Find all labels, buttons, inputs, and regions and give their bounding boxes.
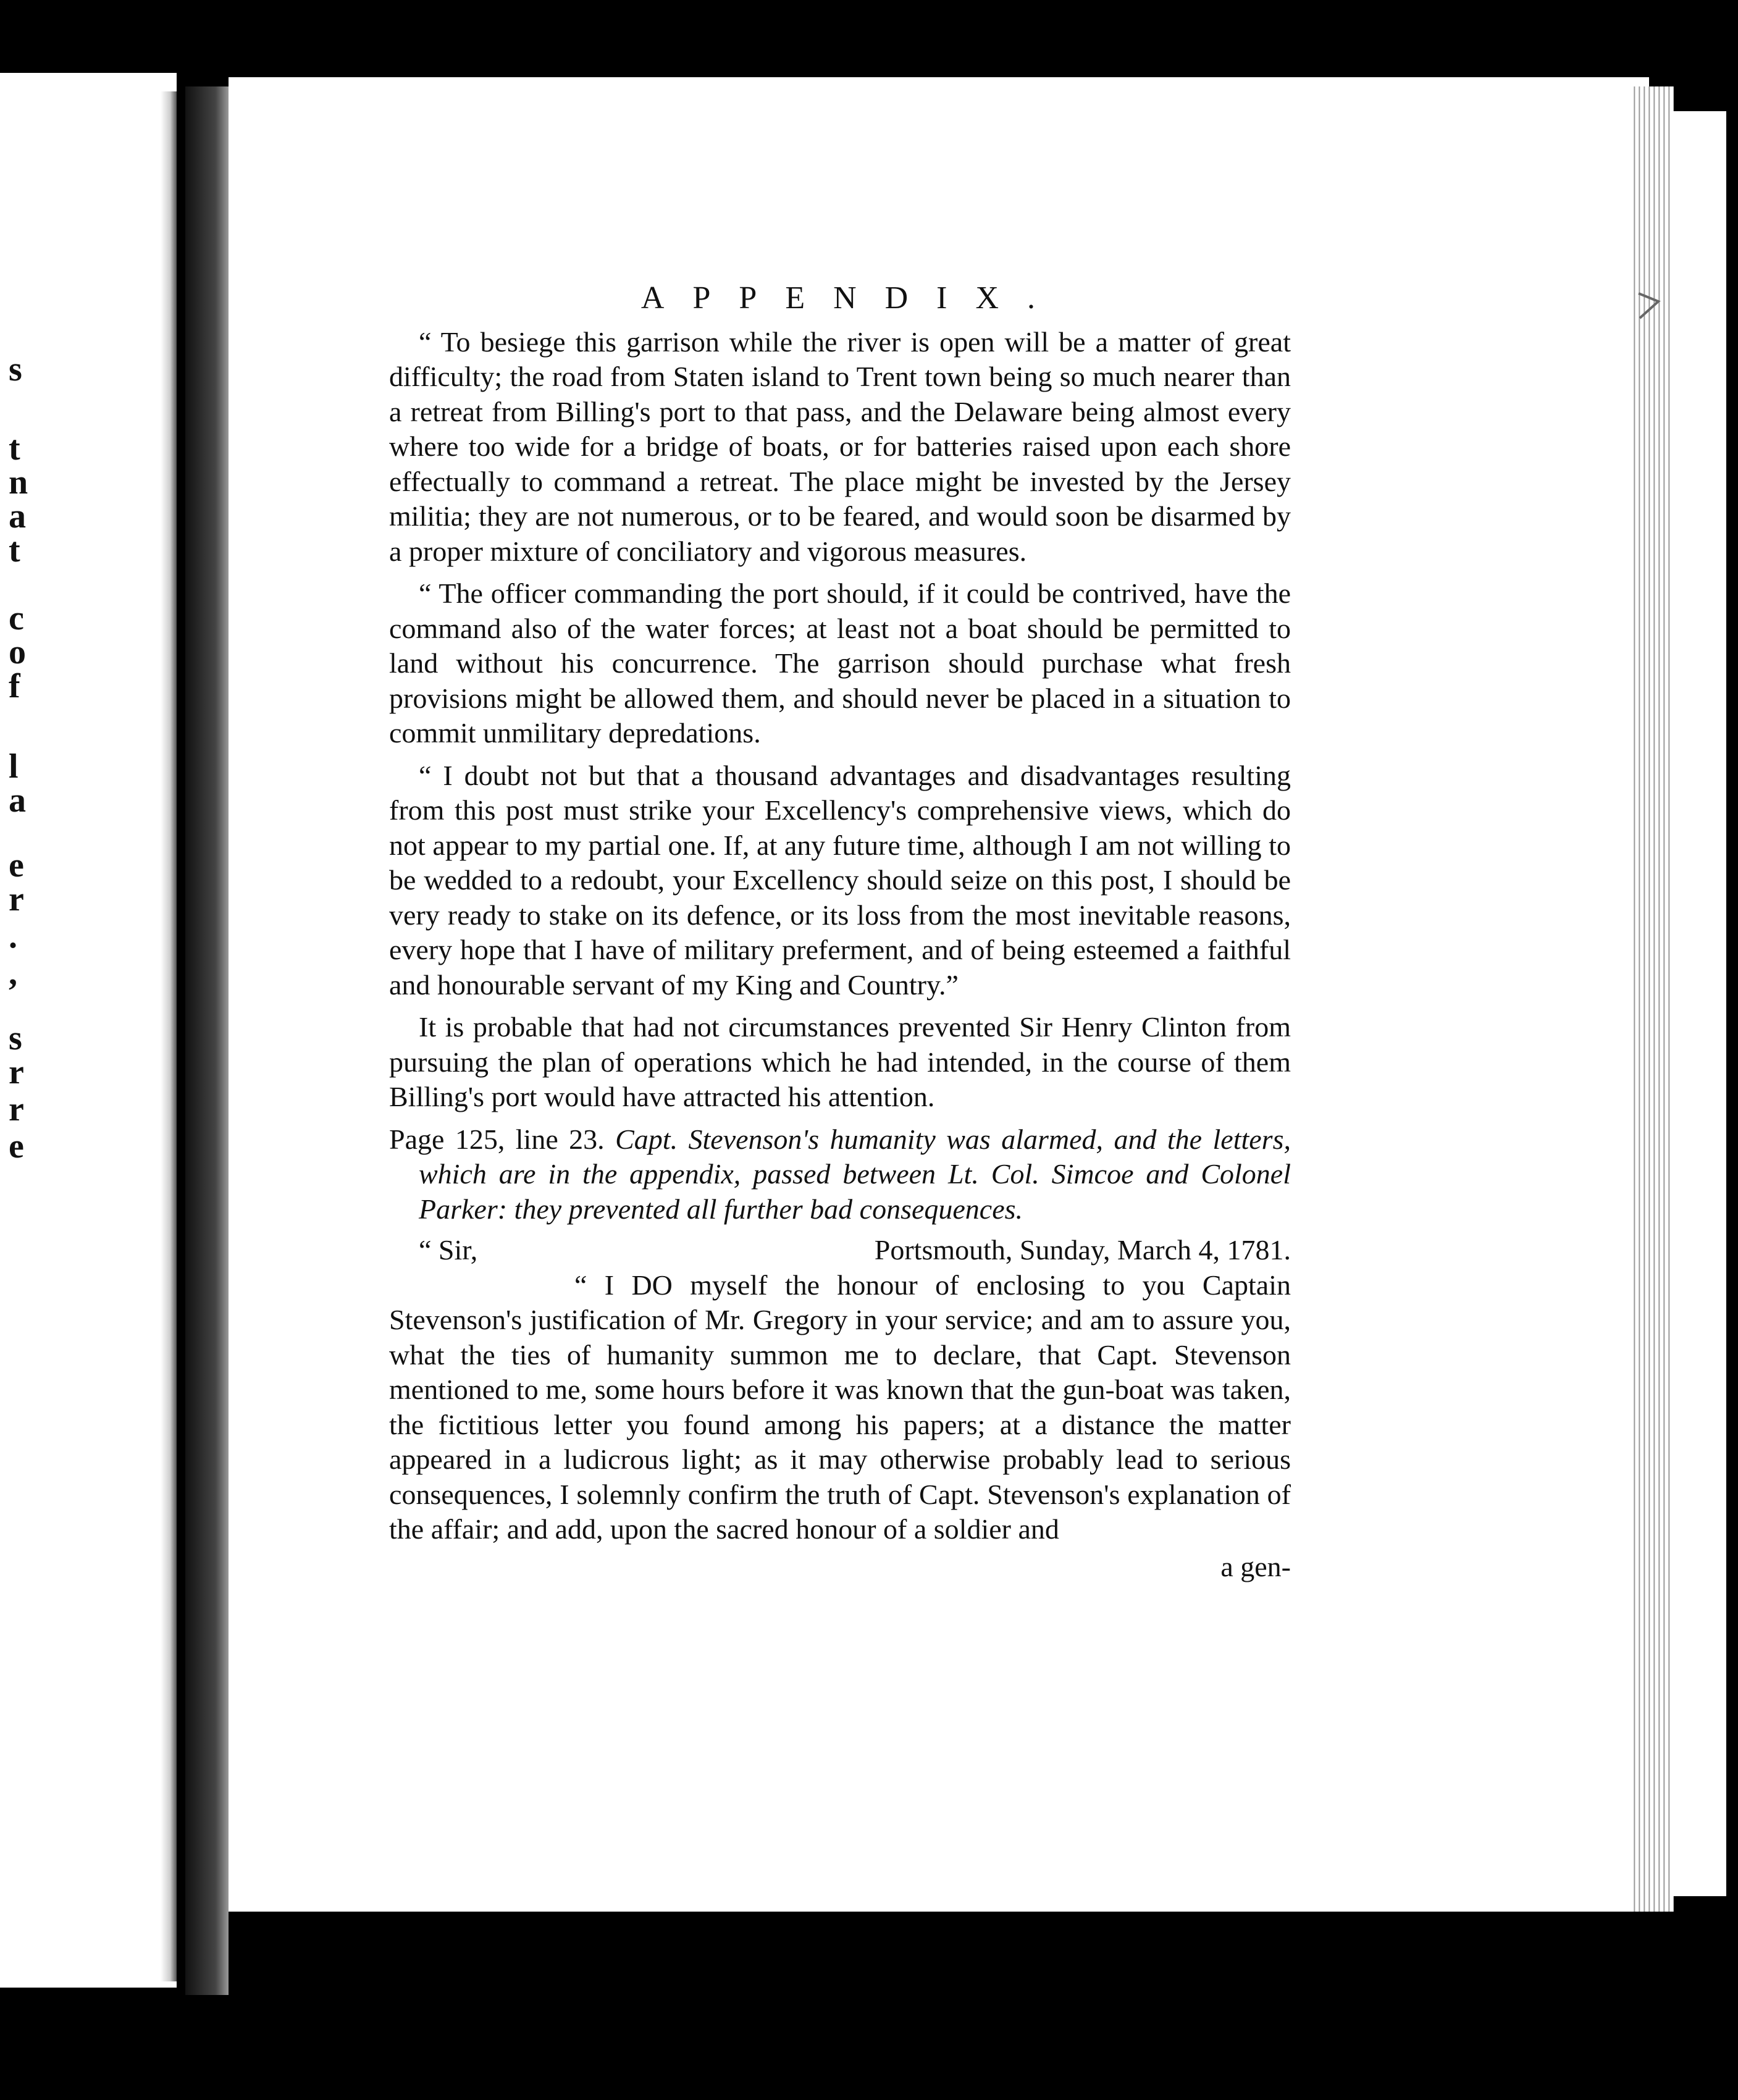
left-fragment: r	[9, 880, 24, 918]
page-reference-text: Capt. Stevenson's humanity was alarmed, and the letters, which are in the appendix, passed between Lt. Col. Simcoe and Colonel Parker: they prevented all further bad consequences.	[419, 1123, 1291, 1225]
page-reference-label: Page 125, line 23.	[389, 1123, 605, 1155]
page-stack-edge	[1631, 86, 1674, 1912]
paragraph: “ To besiege this garrison while the river is open will be a matter of great difficulty; the road from Staten island to Trent town being so much nearer than a retreat from Billing's port to that pass, and the Delaware being almost every where too wide for a bridge of boats, or for batteries raised upon each shore effectually to command a retreat. The place might be invested by the Jersey militia; they are not numerous, or to be feared, and would soon be disarmed by a proper mixture of conciliatory and vigorous measures.	[389, 326, 1291, 567]
left-fragment: a	[9, 497, 26, 536]
next-page-edge	[1671, 111, 1726, 1896]
page-spine-shadow	[185, 86, 229, 1995]
page-reference	[389, 1122, 1291, 1227]
left-fragment: c	[9, 599, 24, 637]
letter-dateline: Portsmouth, Sunday, March 4, 1781.	[874, 1234, 1291, 1266]
left-fragment: n	[9, 463, 28, 502]
paragraph: It is probable that had not circumstances prevented Sir Henry Clinton from pursuing the plan of operations which he had intended, in the course of them Billing's port would have attracted his attention.	[389, 1011, 1291, 1112]
catchword: a gen-	[1220, 1550, 1291, 1582]
left-fragment: t	[9, 531, 20, 569]
letter-salutation: “ Sir,	[419, 1234, 478, 1266]
book-gutter	[161, 91, 177, 1981]
paragraph: “ The officer commanding the port should, if it could be contrived, have the command also of the water forces; at least not a boat should be permitted to land without his concurrence. The garrison should purchase what fresh provisions might be allowed them, and should never be placed in a situation to commit unmilitary depredations.	[389, 578, 1291, 749]
left-fragment: r	[9, 1053, 24, 1091]
page-mark-icon	[1634, 284, 1671, 327]
letter-heading	[389, 1233, 1291, 1268]
paragraph: “ I doubt not but that a thousand advantages and disadvantages resulting from this post must strike your Excellency's comprehensive views, which do not appear to my partial one. If, at any future time, although I am not willing to be wedded to a redoubt, your Excellency should seize on this post, I should be very ready to stake on its defence, or its loss from the most inevitable reasons, every hope that I have of military preferment, and of being esteemed a faithful and honourable servant of my King and Country.”	[389, 759, 1291, 1001]
left-fragment: l	[9, 747, 19, 786]
letter-body: “ I DO myself the honour of enclosing to you Captain Stevenson's justification of Mr. Gregory in your service; and am to assure you, what the ties of humanity summon me to declare, that Capt. Stevenson mentioned to me, some hours before it was known that the gun-boat was taken, the fictitious letter you found among his papers; at a distance the matter appeared in a ludicrous light; as it may otherwise probably lead to serious consequences, I solemnly confirm the truth of Capt. Stevenson's explanation of the affair; and add, upon the sacred honour of a soldier and	[389, 1269, 1291, 1545]
left-fragment: e	[9, 1127, 24, 1166]
left-fragment: s	[9, 350, 22, 388]
left-fragment: o	[9, 633, 26, 671]
left-fragment: t	[9, 429, 20, 468]
left-fragment: s	[9, 1019, 22, 1057]
left-fragment: r	[9, 1090, 24, 1128]
page-title: APPENDIX.	[640, 280, 1064, 316]
left-fragment: ,	[9, 954, 17, 993]
page-text	[389, 281, 1291, 1584]
left-fragment: f	[9, 667, 20, 705]
left-fragment: e	[9, 846, 24, 884]
previous-page-edge	[0, 73, 177, 1988]
left-fragment: a	[9, 781, 26, 820]
left-fragment: .	[9, 917, 17, 956]
